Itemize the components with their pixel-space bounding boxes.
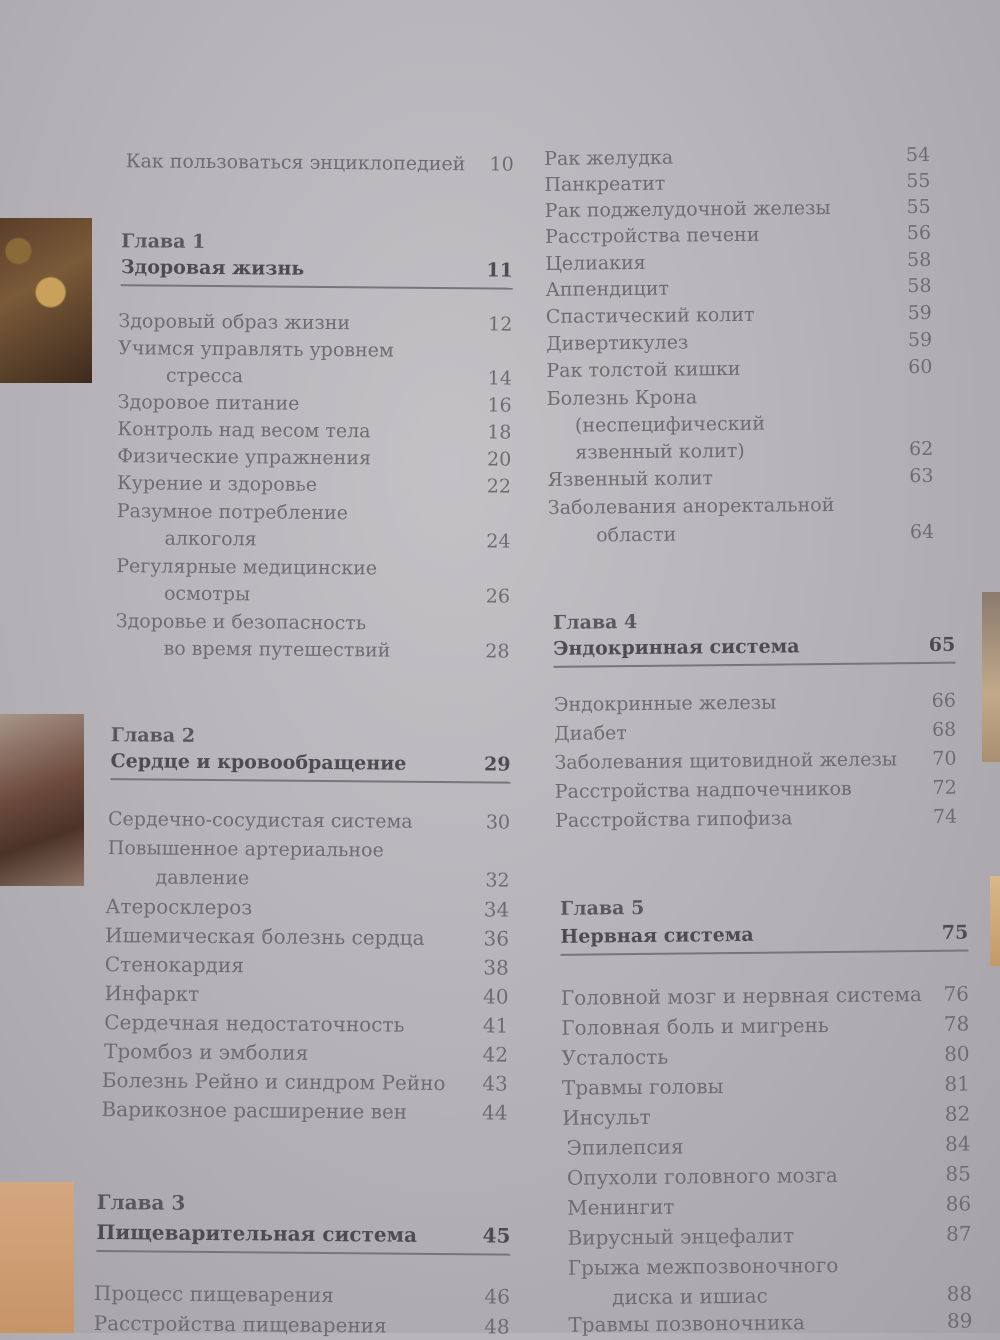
toc-entry-page: 38 <box>483 955 509 980</box>
toc-entry-page: 58 <box>907 274 932 298</box>
toc-entry-title: Травмы головы <box>561 1074 724 1100</box>
toc-entry-title: Регулярные медицинские <box>116 555 378 580</box>
toc-entry-page: 44 <box>481 1100 508 1125</box>
chapter1-thumbnail-image <box>0 218 92 383</box>
toc-entry-title: Спастический колит <box>545 303 755 328</box>
toc-entry-title: Атеросклероз <box>105 894 253 920</box>
toc-entry-title: Менингит <box>567 1194 675 1220</box>
toc-entry[interactable] <box>561 1011 970 1040</box>
toc-entry[interactable] <box>561 1071 971 1100</box>
toc-entry[interactable] <box>104 922 510 951</box>
toc-entry[interactable] <box>117 389 512 417</box>
toc-entry-page: 64 <box>909 520 935 544</box>
chapter2-heading[interactable] <box>110 750 511 776</box>
toc-entry-title-cont: язвенный колит) <box>575 439 745 464</box>
toc-entry[interactable] <box>563 1191 972 1220</box>
toc-entry-title-cont: осмотры <box>163 582 251 606</box>
toc-entry-title: Рак толстой кишки <box>546 357 741 382</box>
toc-entry-page: 10 <box>489 153 514 176</box>
toc-entry-page: 28 <box>485 640 510 663</box>
toc-entry-title: Расстройства надпочечников <box>554 777 852 803</box>
toc-entry-page: 72 <box>932 776 957 799</box>
toc-entry-title: Повышенное артериальное <box>107 837 384 862</box>
toc-entry-title: Учимся управлять уровнем <box>118 337 394 362</box>
toc-entry-title: Панкреатит <box>544 172 666 196</box>
toc-entry[interactable] <box>107 835 510 862</box>
toc-entry[interactable] <box>93 1280 511 1309</box>
toc-entry-page: 85 <box>945 1161 971 1186</box>
chapter4-thumbnail-image <box>982 592 1000 762</box>
chapter3-heading[interactable] <box>96 1220 511 1248</box>
toc-entry-page: 86 <box>945 1191 972 1216</box>
toc-entry-title: Ишемическая болезнь сердца <box>104 923 425 950</box>
chapter4-rule <box>554 662 956 668</box>
toc-entry-title: Тромбоз и эмболия <box>103 1039 309 1065</box>
toc-entry-title: Физические упражнения <box>117 445 372 470</box>
chapter2-label: Глава 2 <box>110 724 196 747</box>
toc-entry-page: 88 <box>946 1281 973 1306</box>
toc-entry-intro[interactable] <box>125 148 514 176</box>
toc-entry-title: Головной мозг и нервная система <box>560 982 923 1010</box>
toc-entry-title: Головная боль и мигрень <box>561 1013 829 1040</box>
chapter5-thumbnail-image <box>990 876 1000 966</box>
chapter5-label: Глава 5 <box>559 896 645 920</box>
toc-entry-page: 42 <box>482 1042 509 1067</box>
toc-entry[interactable] <box>107 806 511 834</box>
chapter4-heading[interactable] <box>553 633 956 660</box>
chapter4-page: 65 <box>928 633 956 656</box>
toc-entry[interactable] <box>564 1251 972 1280</box>
toc-entry[interactable] <box>553 688 957 716</box>
toc-entry[interactable] <box>563 1161 971 1190</box>
toc-entry-page: 63 <box>909 464 934 488</box>
toc-entry[interactable] <box>103 1038 509 1067</box>
toc-entry-page: 12 <box>488 313 513 336</box>
toc-entry[interactable] <box>563 1221 972 1250</box>
toc-entry-title-cont: (неспецифический <box>574 412 766 437</box>
toc-entry[interactable] <box>115 608 510 635</box>
toc-entry-title: Травмы позвоночника <box>568 1310 805 1337</box>
toc-entry-page: 16 <box>487 394 512 417</box>
toc-entry-title: Сердечно-сосудистая система <box>107 808 413 833</box>
toc-entry-page: 26 <box>485 585 511 608</box>
toc-entry-page: 84 <box>944 1131 971 1156</box>
toc-entry-page: 56 <box>906 221 932 245</box>
toc-entry-title: Курение и здоровье <box>116 472 318 496</box>
toc-right-column <box>540 136 973 1337</box>
toc-entry-title: Здоровье и безопасность <box>115 610 367 635</box>
toc-entry-page: 22 <box>486 475 512 498</box>
toc-entry-page: 82 <box>944 1101 971 1126</box>
toc-entry-title-cont: стресса <box>165 364 244 388</box>
toc-entry-title: Заболевания щитовидной железы <box>554 748 898 774</box>
toc-entry[interactable] <box>105 893 510 922</box>
toc-entry-title: Как пользоваться энциклопедией <box>125 150 466 176</box>
toc-entry-title-cont: диска и ишиас <box>611 1283 768 1310</box>
chapter2-rule <box>110 778 510 783</box>
toc-entry-page: 78 <box>943 1011 970 1036</box>
chapter1-label: Глава 1 <box>121 230 206 253</box>
toc-entry-page: 62 <box>908 437 934 461</box>
toc-entry-page: 48 <box>484 1314 510 1339</box>
toc-entry-title: Процесс пищеварения <box>93 1280 334 1308</box>
toc-entry-page: 55 <box>906 169 931 193</box>
toc-entry-page: 70 <box>932 747 957 770</box>
toc-entry-page: 81 <box>944 1071 971 1096</box>
chapter1-page: 11 <box>486 259 513 282</box>
chapter2-thumbnail-image <box>0 714 84 886</box>
chapter3-thumbnail-image <box>0 1182 74 1333</box>
chapter4-title: Эндокринная система <box>553 635 800 660</box>
toc-entry[interactable] <box>554 775 957 803</box>
toc-entry-page: 41 <box>482 1013 509 1038</box>
toc-entry-title: Инфаркт <box>104 981 200 1006</box>
toc-entry-title-cont: давление <box>155 866 250 890</box>
toc-entry-page: 74 <box>932 805 958 828</box>
toc-entry[interactable] <box>555 804 958 832</box>
toc-entry-continuation[interactable] <box>108 864 510 892</box>
toc-entry-title: Целиакия <box>545 251 646 275</box>
toc-entry[interactable] <box>116 498 511 525</box>
toc-entry-title-cont: области <box>596 523 677 547</box>
toc-entry[interactable] <box>562 1101 971 1130</box>
toc-entry-page: 36 <box>483 926 510 951</box>
toc-entry-title: Усталость <box>561 1044 669 1070</box>
toc-entry-title: Здоровый образ жизни <box>118 310 351 335</box>
chapter2-page: 29 <box>484 753 511 776</box>
toc-entry-page: 18 <box>487 421 512 444</box>
toc-entry-page: 68 <box>931 718 957 741</box>
toc-entry[interactable] <box>561 1041 970 1070</box>
toc-entry[interactable] <box>544 142 931 170</box>
chapter3-title: Пищеварительная система <box>96 1220 418 1247</box>
toc-entry-page: 55 <box>906 195 931 219</box>
toc-entry[interactable] <box>104 980 509 1009</box>
toc-entry[interactable] <box>118 308 513 336</box>
toc-entry-page: 59 <box>907 328 933 352</box>
toc-entry-page: 66 <box>931 689 957 712</box>
toc-entry[interactable] <box>560 981 970 1010</box>
toc-entry-title: Аппендицит <box>545 277 670 301</box>
chapter5-heading[interactable] <box>560 921 969 948</box>
chapter5-rule <box>561 950 969 956</box>
toc-entry[interactable] <box>101 1096 508 1125</box>
toc-entry-page: 14 <box>487 367 513 390</box>
toc-entry-title: Расстройства печени <box>544 223 760 248</box>
toc-entry-title-cont: алкоголя <box>164 527 257 551</box>
toc-entry-title: Стенокардия <box>104 952 244 978</box>
toc-entry[interactable] <box>101 1067 508 1096</box>
toc-entry-page: 87 <box>945 1221 972 1246</box>
toc-entry-page: 32 <box>485 869 510 892</box>
chapter3-label: Глава 3 <box>96 1190 186 1215</box>
toc-entry-title: Здоровое питание <box>117 391 300 415</box>
toc-left-column <box>93 140 520 1339</box>
toc-entry-title: Инсульт <box>562 1104 651 1130</box>
toc-entry-page: 43 <box>482 1071 508 1096</box>
toc-entry[interactable] <box>562 1131 971 1160</box>
toc-entry-page: 40 <box>482 984 509 1009</box>
chapter5-title: Нервная система <box>560 923 754 948</box>
toc-entry-title-cont: во время путешествий <box>163 637 391 662</box>
toc-entry-title: Вирусный энцефалит <box>567 1223 795 1250</box>
toc-entry[interactable] <box>554 746 957 774</box>
toc-entry-title: Опухоли головного мозга <box>566 1162 838 1190</box>
toc-entry[interactable] <box>117 416 512 444</box>
toc-entry-page: 59 <box>907 301 932 325</box>
toc-entry[interactable] <box>104 1009 509 1038</box>
toc-entry-title: Сердечная недостаточность <box>104 1010 405 1037</box>
chapter1-title: Здоровая жизнь <box>120 256 305 280</box>
toc-entry-title: Расстройства пищеварения <box>93 1310 387 1338</box>
toc-entry-page: 30 <box>485 811 511 834</box>
toc-entry-page: 46 <box>484 1284 511 1309</box>
toc-entry-title: Разумное потребление <box>116 500 349 525</box>
toc-entry-title: Заболевания аноректальной <box>547 493 835 519</box>
toc-entry-page: 54 <box>905 143 931 167</box>
toc-entry-title: Эпилепсия <box>566 1134 684 1160</box>
toc-entry-title: Грыжа межпозвоночного <box>567 1252 839 1280</box>
toc-entry-title: Эндокринные железы <box>553 691 777 716</box>
toc-entry-page: 58 <box>906 248 932 272</box>
toc-entry-title: Язвенный колит <box>547 467 714 491</box>
toc-entry-title: Болезнь Крона <box>546 386 698 410</box>
toc-entry-title: Контроль над весом тела <box>117 418 371 443</box>
toc-entry-title: Рак желудка <box>544 146 674 170</box>
toc-entry-continuation[interactable] <box>564 1281 973 1310</box>
chapter4-label: Глава 4 <box>552 611 638 634</box>
toc-entry-title: Болезнь Рейно и синдром Рейно <box>101 1068 446 1096</box>
toc-entry-title: Варикозное расширение вен <box>101 1097 408 1124</box>
toc-entry-title: Диабет <box>554 722 627 745</box>
toc-entry-page: 20 <box>486 448 512 471</box>
toc-entry[interactable] <box>104 951 509 980</box>
chapter3-rule <box>96 1250 510 1256</box>
toc-entry-page: 80 <box>944 1041 970 1066</box>
toc-entry-title: Дивертикулез <box>546 331 689 355</box>
toc-entry-title: Расстройства гипофиза <box>555 807 793 832</box>
toc-entry[interactable] <box>93 1310 510 1339</box>
toc-entry-page: 89 <box>946 1308 973 1333</box>
toc-entry[interactable] <box>554 717 957 745</box>
chapter5-page: 75 <box>941 921 969 944</box>
chapter1-heading[interactable] <box>120 256 513 282</box>
toc-entry-page: 76 <box>943 981 970 1006</box>
chapter1-rule <box>121 284 513 289</box>
toc-entry-title: Рак поджелудочной железы <box>544 196 831 222</box>
chapter2-title: Сердце и кровообращение <box>110 750 407 775</box>
toc-entry-page: 34 <box>483 897 510 922</box>
toc-entry[interactable] <box>116 553 510 580</box>
chapter3-page: 45 <box>482 1223 511 1248</box>
toc-entry-page: 60 <box>908 355 933 379</box>
toc-entry-page: 24 <box>486 530 511 553</box>
